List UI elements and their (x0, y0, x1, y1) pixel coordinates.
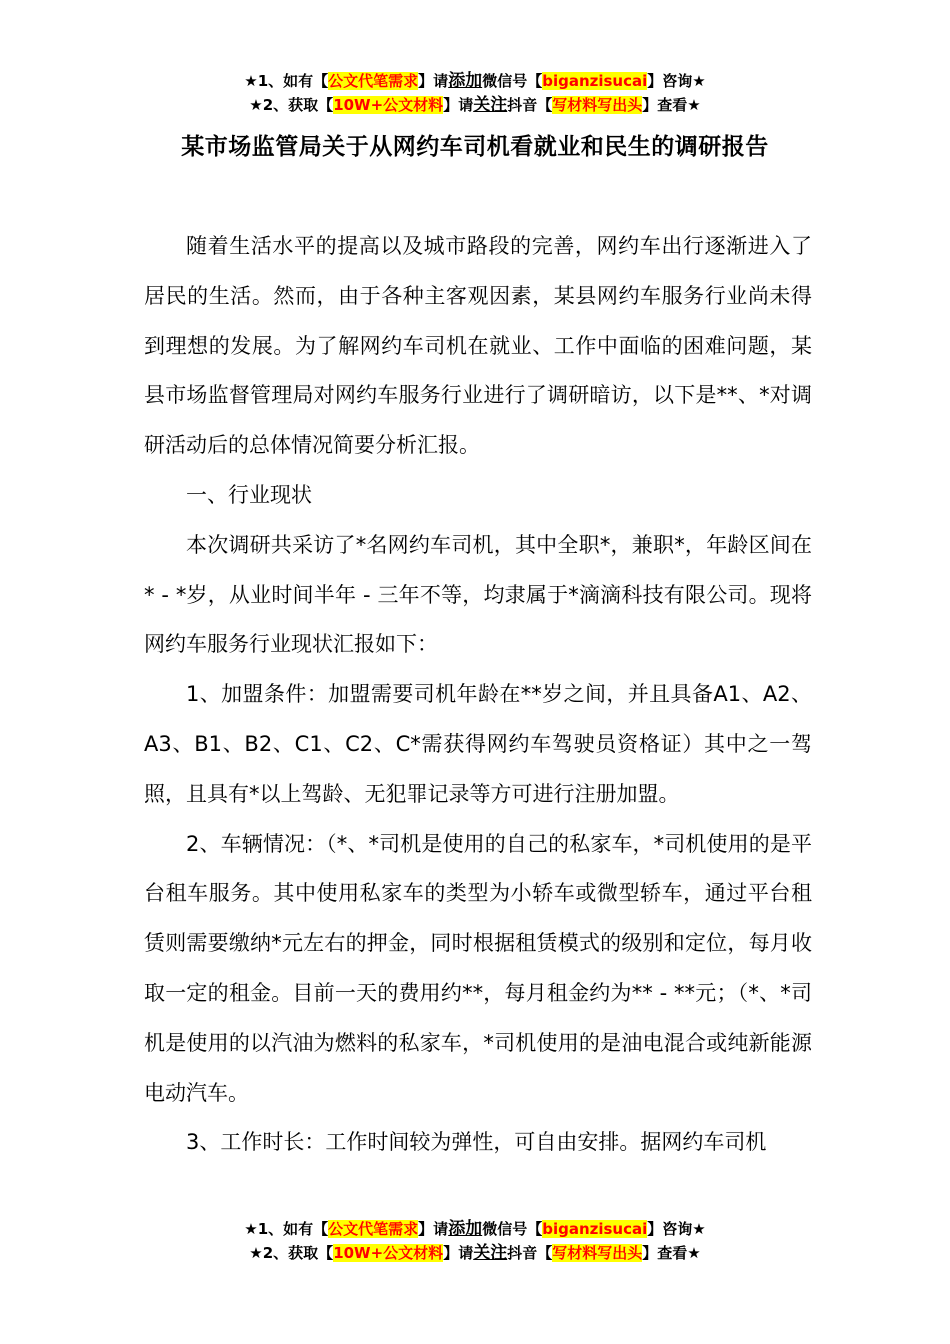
underlined-text: 添加 (448, 71, 483, 91)
paragraph-item-1: 1、加盟条件：加盟需要司机年龄在**岁之间，并且具备A1、A2、A3、B1、B2、C1、C2、C*需获得网约车驾驶员资格证）其中之一驾照，且具有*以上驾龄、无犯罪记录等方可进行注册加盟。 (144, 682, 812, 806)
document-body (144, 222, 812, 1168)
wechat-id: biganzisucai (542, 1220, 648, 1238)
promo-text: 抖音【 (507, 1244, 553, 1262)
promo-text: 】请 (443, 96, 474, 114)
highlight-text: 10W+公文材料 (333, 1244, 444, 1262)
promo-text: 】咨询★ (647, 1220, 706, 1238)
promo-text: 】咨询★ (647, 72, 706, 90)
douyin-id: 写材料写出头 (552, 1244, 643, 1262)
section-heading: 一、行业现状 (186, 482, 312, 507)
promo-text: 】查看★ (642, 96, 701, 114)
douyin-id: 写材料写出头 (552, 96, 643, 114)
wechat-id: biganzisucai (542, 72, 648, 90)
promo-text: 微信号【 (482, 72, 543, 90)
paragraph-item-3: 3、工作时长：工作时间较为弹性，可自由安排。据网约车司机 (186, 1130, 767, 1155)
document-title: 某市场监管局关于从网约车司机看就业和民生的调研报告 (181, 134, 769, 160)
promo-line-1 (0, 69, 950, 93)
promo-banner-top (0, 69, 950, 117)
promo-line-2 (0, 1241, 950, 1265)
paragraph-survey: 本次调研共采访了*名网约车司机，其中全职*，兼职*，年龄区间在* - *岁，从业时间半年 - 三年不等，均隶属于*滴滴科技有限公司。现将网约车服务行业现状汇报如下： (144, 532, 812, 657)
promo-text: ★1、如有【 (244, 1220, 329, 1238)
underlined-text: 关注 (473, 1243, 508, 1263)
promo-text: 】请 (418, 1220, 449, 1238)
promo-text: 】查看★ (642, 1244, 701, 1262)
underlined-text: 添加 (448, 1219, 483, 1239)
promo-text: 】请 (418, 72, 449, 90)
promo-text: ★2、获取【 (249, 96, 334, 114)
paragraph-item-2: 2、车辆情况：（*、*司机是使用的自己的私家车，*司机使用的是平台租车服务。其中使用私家车的类型为小轿车或微型轿车，通过平台租赁则需要缴纳*元左右的押金，同时根据租赁模式的级别和定位，每月收取一定的租金。目前一天的费用约**，每月租金约为** - **元；（*、*司机是使用的以汽油为燃料的私家车，*司机使用的是油电混合或纯新能源电动汽车。 (144, 831, 812, 1105)
promo-line-1 (0, 1217, 950, 1241)
highlight-text: 公文代笔需求 (328, 1220, 419, 1238)
promo-text: 抖音【 (507, 96, 553, 114)
highlight-text: 10W+公文材料 (333, 96, 444, 114)
promo-text: ★2、获取【 (249, 1244, 334, 1262)
promo-line-2 (0, 93, 950, 117)
underlined-text: 关注 (473, 95, 508, 115)
promo-text: 】请 (443, 1244, 474, 1262)
promo-banner-bottom (0, 1217, 950, 1265)
paragraph-intro: 随着生活水平的提高以及城市路段的完善，网约车出行逐渐进入了居民的生活。然而，由于各种主客观因素，某县网约车服务行业尚未得到理想的发展。为了解网约车司机在就业、工作中面临的困难问题，某县市场监督管理局对网约车服务行业进行了调研暗访，以下是**、*对调研活动后的总体情况简要分析汇报。 (144, 234, 812, 458)
promo-text: 微信号【 (482, 1220, 543, 1238)
promo-text: ★1、如有【 (244, 72, 329, 90)
highlight-text: 公文代笔需求 (328, 72, 419, 90)
